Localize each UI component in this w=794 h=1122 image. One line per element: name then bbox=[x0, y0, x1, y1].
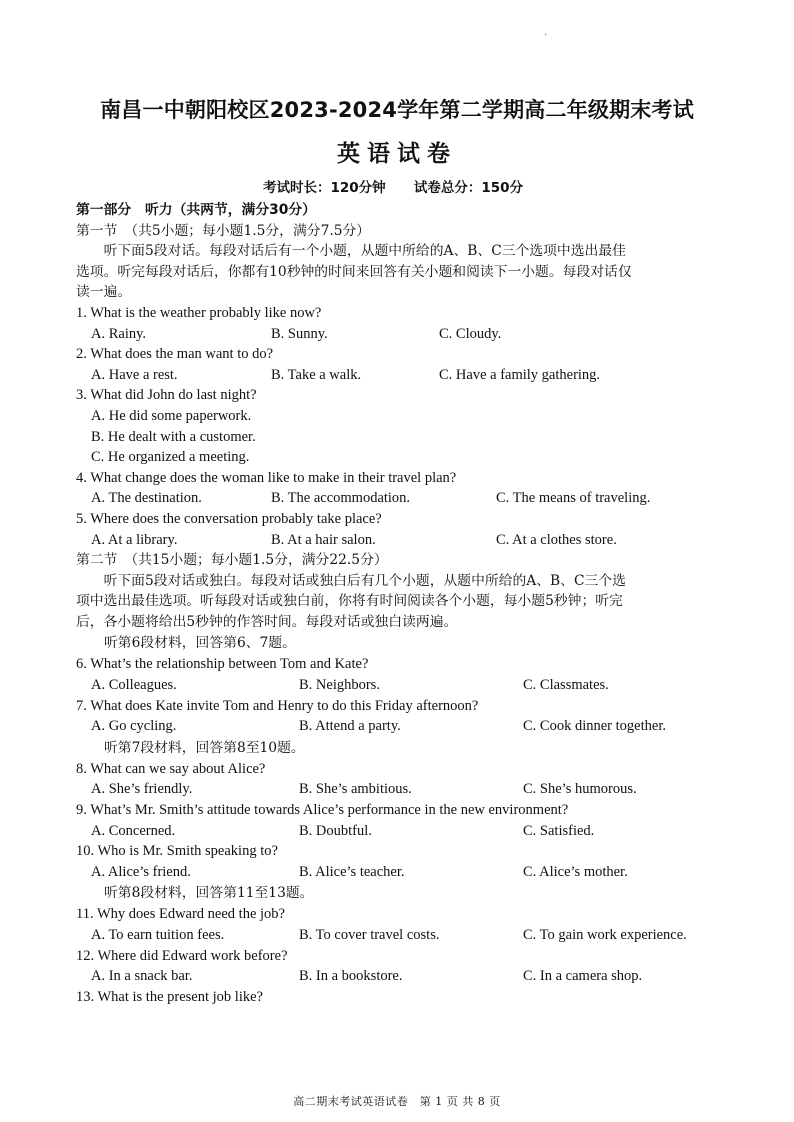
question-5: 5. Where does the conversation probably take place? bbox=[76, 510, 382, 527]
question-6-options bbox=[76, 675, 722, 696]
question-7-options bbox=[76, 716, 722, 737]
option-b: B. The accommodation. bbox=[271, 490, 411, 507]
option-a: A. He did some paperwork. bbox=[91, 407, 252, 424]
option-a: A. To earn tuition fees. bbox=[91, 927, 225, 943]
question-2-options bbox=[76, 365, 722, 386]
question-4: 4. What change does the woman like to make in their travel plan? bbox=[76, 469, 457, 486]
option-c: C. Cook dinner together. bbox=[523, 718, 666, 735]
section1-instructions-2: 选项。听完每段对话后，你都有10秒钟的时间来回答有关小题和阅读下一小题。每段对话仅 bbox=[76, 263, 632, 280]
option-a: A. The destination. bbox=[91, 490, 202, 507]
section2-heading: 第二节 （共15小题；每小题1.5分，满分22.5分） bbox=[76, 552, 388, 569]
option-c: C. Have a family gathering. bbox=[439, 366, 601, 383]
option-c: C. At a clothes store. bbox=[496, 531, 617, 548]
option-c: C. In a camera shop. bbox=[523, 968, 643, 985]
option-a: A. Colleagues. bbox=[91, 677, 177, 694]
question-5-options bbox=[76, 530, 722, 551]
option-c: C. Satisfied. bbox=[523, 822, 595, 839]
question-1-options bbox=[76, 324, 722, 345]
exam-content bbox=[76, 200, 722, 1007]
scan-dot: · bbox=[544, 30, 548, 41]
question-7: 7. What does Kate invite Tom and Henry to do this Friday afternoon? bbox=[76, 697, 479, 714]
page-footer: 高二期末考试英语试卷 第 1 页 共 8 页 bbox=[293, 1095, 501, 1108]
option-c: C. To gain work experience. bbox=[523, 927, 687, 943]
option-a: A. She’s friendly. bbox=[91, 781, 193, 798]
option-a: A. Alice’s friend. bbox=[91, 863, 191, 880]
question-3: 3. What did John do last night? bbox=[76, 387, 257, 404]
section2-instructions-3: 后，各小题将给出5秒钟的作答时间。每段对话或独白读两遍。 bbox=[76, 613, 458, 630]
option-a: A. In a snack bar. bbox=[91, 968, 193, 985]
option-b: B. He dealt with a customer. bbox=[91, 428, 256, 445]
option-b: B. Sunny. bbox=[271, 325, 328, 342]
option-c: C. She’s humorous. bbox=[523, 781, 637, 798]
option-a: A. Rainy. bbox=[91, 325, 147, 342]
option-b: B. Neighbors. bbox=[299, 677, 380, 694]
option-a: A. Concerned. bbox=[91, 822, 176, 839]
section2-instructions-2: 项中选出最佳选项。听每段对话或独白前，你将有时间阅读各个小题，每小题5秒钟；听完 bbox=[76, 593, 623, 610]
option-b: B. She’s ambitious. bbox=[299, 781, 412, 798]
section1-heading: 第一节 （共5小题；每小题1.5分，满分7.5分） bbox=[76, 222, 371, 239]
material-8-note: 听第8段材料，回答第11至13题。 bbox=[104, 885, 314, 902]
question-11-options bbox=[76, 925, 722, 946]
question-9-options bbox=[76, 821, 722, 842]
exam-title: 南昌一中朝阳校区2023-2024学年第二学期高二年级期末考试 bbox=[100, 98, 694, 122]
option-b: B. At a hair salon. bbox=[271, 531, 376, 548]
option-c: C. Classmates. bbox=[523, 677, 609, 694]
section2-instructions-1: 听下面5段对话或独白。每段对话或独白后有几个小题，从题中所给的A、B、C三个选 bbox=[103, 572, 626, 589]
question-4-options bbox=[76, 488, 722, 509]
question-8-options bbox=[76, 779, 722, 800]
question-2: 2. What does the man want to do? bbox=[76, 346, 274, 363]
question-9: 9. What’s Mr. Smith’s attitude towards Alice’s performance in the new environment? bbox=[76, 802, 569, 819]
exam-subtitle: 英语试卷 bbox=[337, 141, 457, 167]
part1-heading: 第一部分 听力（共两节，满分30分） bbox=[76, 202, 316, 218]
option-b: B. Alice’s teacher. bbox=[299, 863, 405, 880]
total-score: 试卷总分：150分 bbox=[413, 180, 524, 196]
question-10: 10. Who is Mr. Smith speaking to? bbox=[76, 843, 278, 860]
option-b: B. Take a walk. bbox=[271, 366, 362, 383]
option-a: A. Go cycling. bbox=[91, 718, 177, 735]
question-12-options bbox=[76, 966, 722, 987]
option-b: B. Doubtful. bbox=[299, 822, 372, 839]
exam-time: 考试时长：120分钟 bbox=[263, 180, 386, 196]
question-6: 6. What’s the relationship between Tom and Kate? bbox=[76, 656, 369, 673]
option-b: B. Attend a party. bbox=[299, 718, 401, 735]
option-c: C. Cloudy. bbox=[439, 325, 502, 342]
option-a: A. At a library. bbox=[91, 531, 178, 548]
option-c: C. He organized a meeting. bbox=[91, 449, 250, 466]
question-10-options bbox=[76, 862, 722, 883]
section1-instructions-3: 读一遍。 bbox=[76, 284, 132, 301]
question-11: 11. Why does Edward need the job? bbox=[76, 906, 285, 923]
material-6-note: 听第6段材料，回答第6、7题。 bbox=[104, 635, 296, 652]
option-c: C. The means of traveling. bbox=[496, 490, 651, 507]
exam-meta bbox=[263, 176, 523, 196]
question-8: 8. What can we say about Alice? bbox=[76, 760, 266, 777]
material-7-note: 听第7段材料，回答第8至10题。 bbox=[104, 739, 305, 756]
section1-instructions-1: 听下面5段对话。每段对话后有一个小题，从题中所给的A、B、C三个选项中选出最佳 bbox=[103, 243, 626, 260]
option-a: A. Have a rest. bbox=[91, 366, 178, 383]
option-c: C. Alice’s mother. bbox=[523, 863, 628, 880]
question-1: 1. What is the weather probably like now? bbox=[76, 304, 322, 321]
question-13: 13. What is the present job like? bbox=[76, 988, 263, 1005]
question-12: 12. Where did Edward work before? bbox=[76, 947, 288, 964]
option-b: B. To cover travel costs. bbox=[299, 927, 440, 943]
option-b: B. In a bookstore. bbox=[299, 968, 403, 985]
